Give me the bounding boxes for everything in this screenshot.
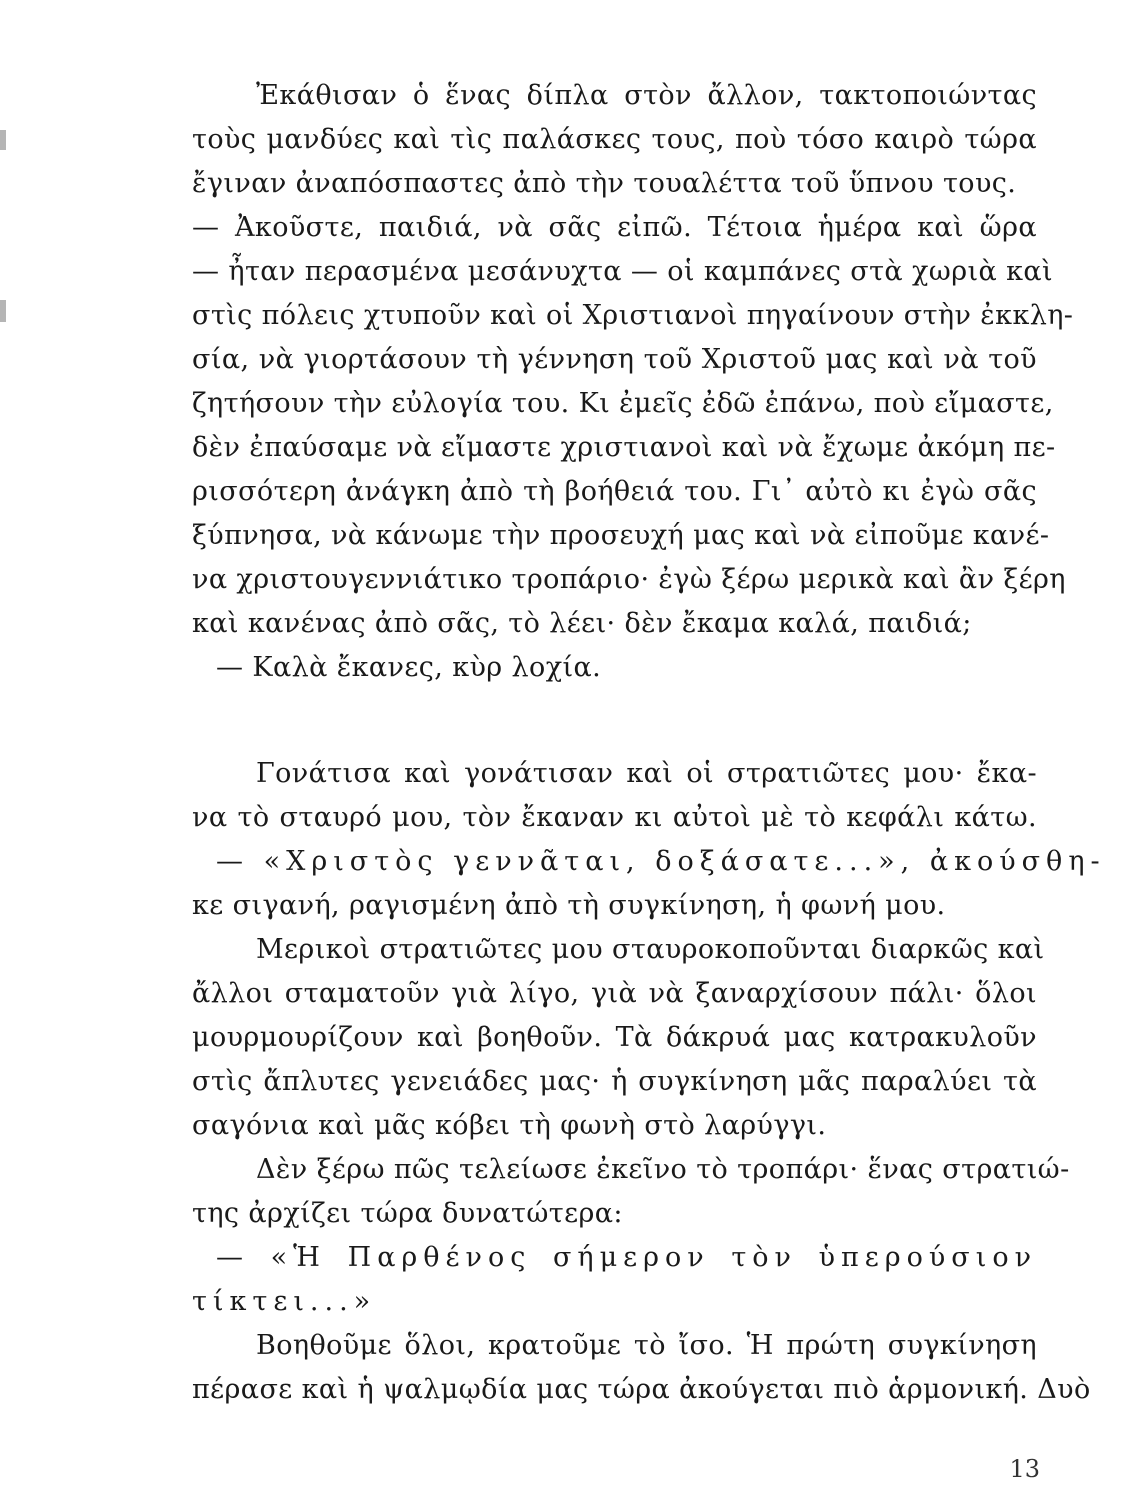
text-line: μουρμουρίζουν καὶ βοηθοῦν. Τὰ δάκρυά μας κατρακυλοῦν bbox=[192, 1022, 1037, 1053]
text-line: σαγόνια καὶ μᾶς κόβει τὴ φωνὴ στὸ λαρύγγι. bbox=[192, 1110, 827, 1141]
text-line: ἄλλοι σταματοῦν γιὰ λίγο, γιὰ νὰ ξαναρχίσουν πάλι· ὅλοι bbox=[192, 978, 1037, 1009]
text-line: τίκτει...» bbox=[192, 1286, 377, 1317]
text-line: στὶς ἄπλυτες γενειάδες μας· ἡ συγκίνηση μᾶς παραλύει τὰ bbox=[192, 1066, 1037, 1097]
text-line: τοὺς μανδύες καὶ τὶς παλάσκες τους, ποὺ τόσο καιρὸ τώρα bbox=[192, 124, 1037, 155]
scan-margin-mark bbox=[0, 300, 6, 322]
text-line: ξύπνησα, νὰ κάνωμε τὴν προσευχή μας καὶ νὰ εἰποῦμε κανέ- bbox=[192, 520, 1050, 551]
text-line: — Καλὰ ἔκανες, κὺρ λοχία. bbox=[216, 652, 602, 683]
text-line: — «Χριστὸς γεννᾶται, δοξάσατε...», ἀκούσθη- bbox=[216, 846, 1106, 877]
text-line: — Ἀκοῦστε, παιδιά, νὰ σᾶς εἰπῶ. Τέτοια ἡμέρα καὶ ὥρα bbox=[192, 212, 1037, 243]
text-line: πέρασε καὶ ἡ ψαλμῳδία μας τώρα ἀκούγεται πιὸ ἁρμονική. Δυὸ bbox=[192, 1374, 1091, 1405]
text-line: — «Ἡ Παρθένος σήμερον τὸν ὑπερούσιον bbox=[216, 1242, 1037, 1273]
text-line: κε σιγανή, ραγισμένη ἀπὸ τὴ συγκίνηση, ἡ φωνή μου. bbox=[192, 890, 946, 921]
text-line: ρισσότερη ἀνάγκη ἀπὸ τὴ βοήθειά του. Γι᾽ αὐτὸ κι ἐγὼ σᾶς bbox=[192, 476, 1037, 507]
text-line: Ἐκάθισαν ὁ ἕνας δίπλα στὸν ἄλλον, τακτοποιώντας bbox=[256, 80, 1037, 111]
text-line: δὲν ἐπαύσαμε νὰ εἴμαστε χριστιανοὶ καὶ νὰ ἔχωμε ἀκόμη πε- bbox=[192, 432, 1056, 463]
text-line: Γονάτισα καὶ γονάτισαν καὶ οἱ στρατιῶτες μου· ἔκα- bbox=[256, 758, 1037, 789]
text-line: σία, νὰ γιορτάσουν τὴ γέννηση τοῦ Χριστοῦ μας καὶ νὰ τοῦ bbox=[192, 344, 1037, 375]
page-number: 13 bbox=[1009, 1455, 1040, 1483]
text-line: να τὸ σταυρό μου, τὸν ἔκαναν κι αὐτοὶ μὲ τὸ κεφάλι κάτω. bbox=[192, 802, 1037, 833]
scan-margin-mark bbox=[0, 130, 6, 150]
text-line: καὶ κανένας ἀπὸ σᾶς, τὸ λέει· δὲν ἔκαμα καλά, παιδιά; bbox=[192, 608, 972, 639]
text-line: στὶς πόλεις χτυποῦν καὶ οἱ Χριστιανοὶ πηγαίνουν στὴν ἐκκλη- bbox=[192, 300, 1074, 331]
text-line: ἔγιναν ἀναπόσπαστες ἀπὸ τὴν τουαλέττα τοῦ ὕπνου τους. bbox=[192, 168, 1017, 199]
text-line: Δὲν ξέρω πῶς τελείωσε ἐκεῖνο τὸ τροπάρι· ἕνας στρατιώ- bbox=[256, 1154, 1070, 1185]
text-line: ζητήσουν τὴν εὐλογία του. Κι ἐμεῖς ἐδῶ ἐπάνω, ποὺ εἴμαστε, bbox=[192, 388, 1054, 419]
text-line: της ἀρχίζει τώρα δυνατώτερα: bbox=[192, 1198, 623, 1229]
text-line: να χριστουγεννιάτικο τροπάριο· ἐγὼ ξέρω μερικὰ καὶ ἂν ξέρη bbox=[192, 564, 1066, 595]
text-line: Βοηθοῦμε ὅλοι, κρατοῦμε τὸ ἴσο. Ἡ πρώτη συγκίνηση bbox=[256, 1330, 1037, 1361]
text-line: Μερικοὶ στρατιῶτες μου σταυροκοποῦνται διαρκῶς καὶ bbox=[256, 934, 1045, 965]
text-line: — ἦταν περασμένα μεσάνυχτα — οἱ καμπάνες στὰ χωριὰ καὶ bbox=[192, 256, 1053, 287]
